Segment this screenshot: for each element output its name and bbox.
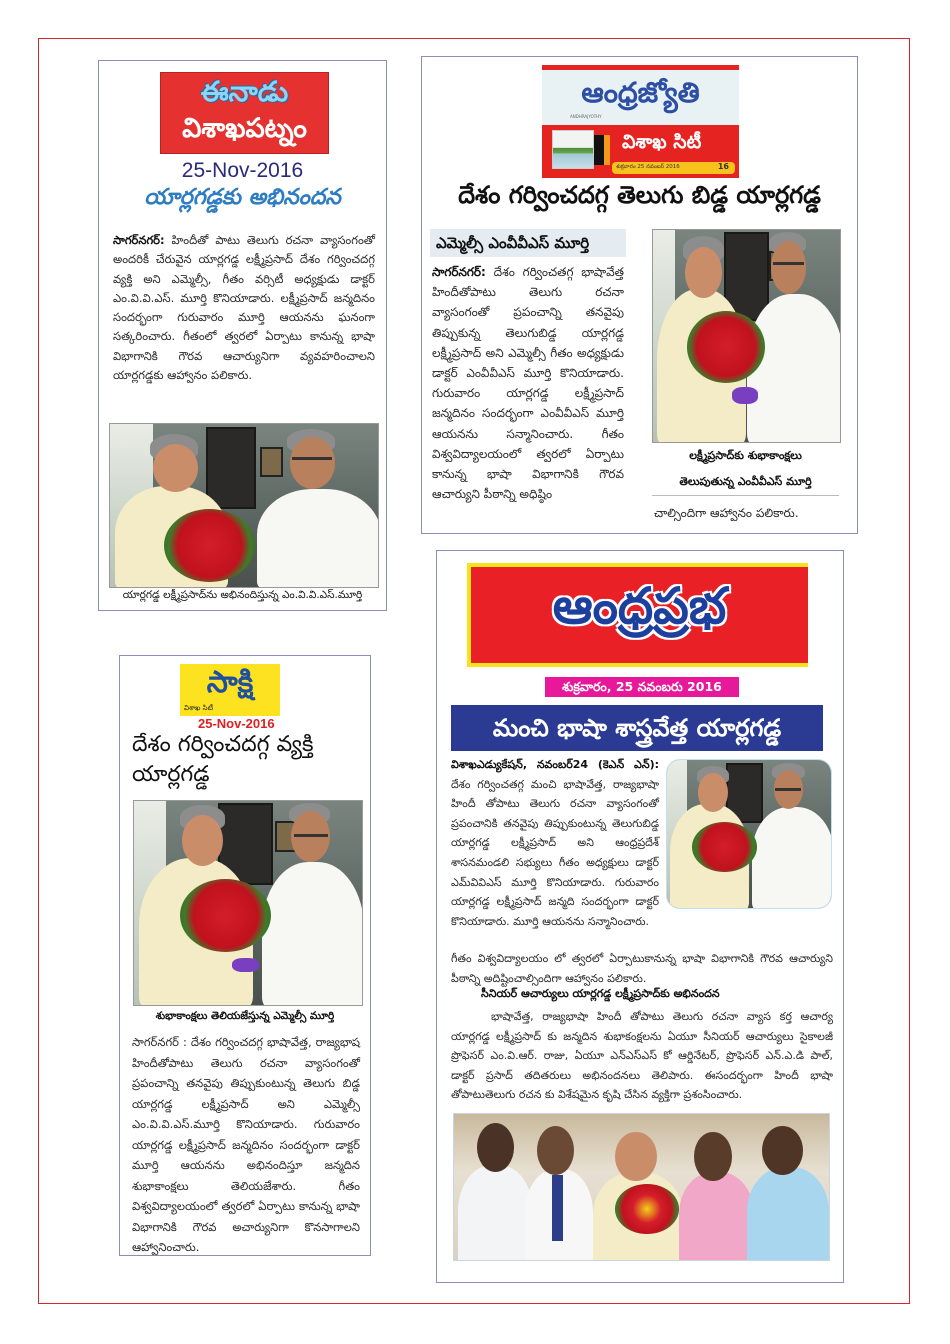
eenadu-body-text: హిందీతో పాటు తెలుగు రచనా వ్యాసంగంతో అందరికీ చేరువైన యార్లగడ్డ లక్ష్మీప్రసాద్ దేశం గర్వించదగ్గ వ్యక్తి అని ఎమ్మెల్సీ, గీతం వర్సిటీ అధ్యక్షుడు డాక్టర్ ఎం.వి.వి.ఎస్. మూర్తి కొనియాడారు. లక్ష్మీప్రసాద్ జన్మదినం సందర్భంగా గురువారం మూర్తి ఆయనను ఘనంగా సత్కరించారు. గీతంలో త్వరలో ఏర్పాటు కానున్న భాషా విభాగానికి గౌరవ ఆచార్యునిగా వ్యవహరించాలని యార్లగడ్డకు ఆహ్వానం పలికారు. — [113, 233, 375, 383]
ap-subhead: సీనియర్ ఆచార్యులు యార్లగడ్డ లక్ష్మీప్రసాద్‌కు అభినందన — [481, 987, 720, 1000]
eenadu-headline: యార్లగడ్డకు అభినందన — [144, 185, 341, 210]
sakshi-date: 25-Nov-2016 — [198, 716, 275, 731]
clipping-andhrajyothy — [421, 56, 858, 534]
aj-logo-sub: ANDHRAJYOTHY — [570, 114, 602, 119]
eenadu-date: 25-Nov-2016 — [181, 159, 304, 182]
sakshi-headline-line1: దేశం గర్వించదగ్గ వ్యక్తి — [132, 732, 314, 757]
aj-article-body — [432, 262, 624, 504]
ap-logo-text: ఆంధ్రప్రభ — [552, 577, 727, 635]
sakshi-article-body — [132, 1032, 360, 1256]
sakshi-photo — [133, 800, 363, 1006]
aj-masthead — [542, 65, 739, 178]
aj-edition-photo — [552, 130, 594, 169]
aj-body-text: దేశం గర్వించతగ్గ భాషావేత్త హిందీతోపాటు తెలుగు రచనా వ్యాసంగంతో ప్రపంచాన్ని తనవైపు తిప్పుకున్న తెలుగుబిడ్డ యార్లగడ్డ లక్ష్మీప్రసాద్ అని ఎమ్మెల్సీ గీతం అధ్యక్షుడు డాక్టర్ ఎంవీవీఎస్ మూర్తి కొనియాడారు. గురువారం యార్లగడ్డ లక్ష్మీప్రసాద్ జన్మదినం సందర్భంగా ఎంవీవీఎస్ మూర్తి ఆయనను సన్మానించారు. గీతం విశ్వవిద్యాలయంలో త్వరలో ఏర్పాటు కానున్న భాషా విభాగానికి గౌరవ ఆచార్యుని పీఠాన్ని అధిష్ఠిం — [432, 265, 624, 502]
ap-group-photo — [453, 1113, 830, 1261]
ap-dateline: శుక్రవారం, 25 నవంబరు 2016 — [545, 677, 739, 697]
aj-photo-caption-line2: తెలుపుతున్న ఎంవీవీఎస్ మూర్తి — [679, 475, 812, 488]
clipping-andhraprabha — [436, 550, 844, 1283]
aj-dateline: శుక్రవారం 25 నవంబర్ 2016 — [616, 164, 680, 170]
aj-body-continued: చాల్సిందిగా ఆహ్వానం పలికారు. — [654, 506, 799, 520]
aj-dateline-bar — [612, 162, 735, 174]
sakshi-photo-caption: శుభాకాంక్షలు తెలియజేస్తున్న ఎమ్మెల్సీ మూర్తి — [155, 1010, 335, 1022]
sakshi-headline-line2: యార్లగడ్డ — [132, 762, 210, 787]
aj-edition-name: విశాఖ సిటీ — [622, 131, 702, 153]
aj-photo-caption-line1: లక్ష్మీప్రసాద్‌కు శుభాకాంక్షలు — [689, 449, 802, 462]
sakshi-edition: విశాఖ సిటీ — [184, 704, 213, 712]
sakshi-logo-text: సాక్షి — [206, 665, 254, 700]
ap-masthead — [467, 563, 808, 667]
eenadu-photo-caption: యార్లగడ్డ లక్ష్మీప్రసాద్‌ను అభినందిస్తున్న ఎం.వి.వి.ఎస్.మూర్తి — [122, 589, 363, 601]
ap-body-text: దేశం గర్వించతగ్గ మంచి భాషావేత్త, రాజ్యభాషా హిందీ తోపాటు తెలుగు రచనా వ్యాసంగంతో ప్రపంచానికి తనవైపు తిప్పుకుంటున్న తెలుగుబిడ్డ యార్లగడ్డ లక్ష్మీప్రసాద్ అని ఆంధ్రప్రదేశ్ శాసనమండలి సభ్యులు గీతం అధ్యక్షులు డాక్టర్ ఎమ్‌వివిఎస్ మూర్తి కొనియాడారు. గురువారం యార్లగడ్డ లక్ష్మీప్రసాద్ జన్మది సందర్భంగా డాక్టర్ కొనియాడారు. మూర్తి ఆయనను సన్మానించారు. — [451, 777, 659, 928]
aj-dateline-place: సాగర్‌నగర్: — [432, 265, 486, 279]
ap-body-wide: గీతం విశ్వవిద్యాలయం లో త్వరలో ఏర్పాటుకానున్న భాషా విభాగానికి గౌరవ ఆచార్యుని పీఠాన్ని అదిష్టించాల్సిందిగా ఆహ్వానం పలికారు. — [451, 952, 833, 985]
eenadu-masthead — [160, 72, 329, 154]
ap-headline: మంచి భాషా శాస్త్రవేత్త యార్లగడ్డ — [451, 705, 823, 751]
sakshi-dateline: సాగర్‌నగర్ : — [132, 1035, 187, 1049]
aj-subhead: ఎమ్మెల్సీ ఎంవీవీఎస్ మూర్తి — [430, 229, 626, 257]
ap-body-second: భాషావేత్త, రాజ్యభాషా హిందీ తోపాటు తెలుగు రచనా వ్యాస కర్త ఆచార్య యార్లగడ్డ లక్ష్మీప్రసాద్ కు జన్మదిన శుభాకంక్షలను ఏయూ సీనియర్ ఆచార్యులు సైకాలజీ ప్రొఫెసర్ ఎం.వి.ఆర్. రాజు, ఏయూ ఎన్ఎస్ఎస్ కో ఆర్డినేటర్, ప్రొఫెసర్ ఎన్.ఎ.డి పాల్, డాక్టర్ ప్రసాద్ తదితరులు అభినందనలు తెలిపారు. ఈసందర్భంగా హిందీ భాషా తోపాటుతెలుగు రచన కు విశేషమైన కృషి చేసిన వ్యక్తిగా ప్రశంసించారు. — [451, 1010, 833, 1101]
sakshi-masthead — [180, 664, 280, 716]
eenadu-dateline: సాగర్‌నగర్: — [113, 233, 165, 247]
eenadu-article-body — [113, 231, 375, 385]
eenadu-edition: విశాఖపట్నం — [182, 113, 307, 144]
eenadu-photo — [109, 423, 379, 588]
ap-photo — [666, 759, 832, 909]
clipping-sakshi — [119, 655, 371, 1256]
clipping-eenadu — [98, 60, 387, 611]
aj-page-number: 16 — [717, 162, 729, 171]
ap-article-body-narrow — [451, 755, 659, 931]
sakshi-body-text: దేశం గర్వించదగ్గ భాషావేత్త, రాజ్యభాష హిందీతోపాటు తెలుగు రచనా వ్యాసంగంతో ప్రపంచాన్ని తనవైపు తిప్పుకుంటున్న తెలుగు బిడ్డ యార్లగడ్డ లక్ష్మీప్రసాద్ అని ఎమ్మెల్సీ ఎం.వి.వి.ఎస్.మూర్తి కొనియాడారు. గురువారం యార్లగడ్డ లక్ష్మీప్రసాద్ జన్మదినం సందర్భంగా డాక్టర్ మూర్తి ఆయనను అభినందిస్తూ జన్మదిన శుభాకాంక్షలు తెలియజేశారు. గీతం విశ్వవిద్యాలయంలో త్వరలో ఏర్పాటు కానున్న భాషా విభాగానికి గౌరవ అచార్యునిగా కొనసాగాలని ఆహ్వానించారు. — [132, 1035, 361, 1254]
aj-headline: దేశం గర్వించదగ్గ తెలుగు బిడ్డ యార్లగడ్డ — [458, 181, 821, 209]
eenadu-logo-text: ఈనాడు — [200, 75, 289, 108]
aj-photo — [652, 229, 841, 443]
aj-logo-text: ఆంధ్రజ్యోతి — [581, 76, 700, 109]
ap-dateline-place: విశాఖఎడ్యుకేషన్, నవంబర్24 (కెఎన్ ఎన్): — [451, 758, 659, 771]
